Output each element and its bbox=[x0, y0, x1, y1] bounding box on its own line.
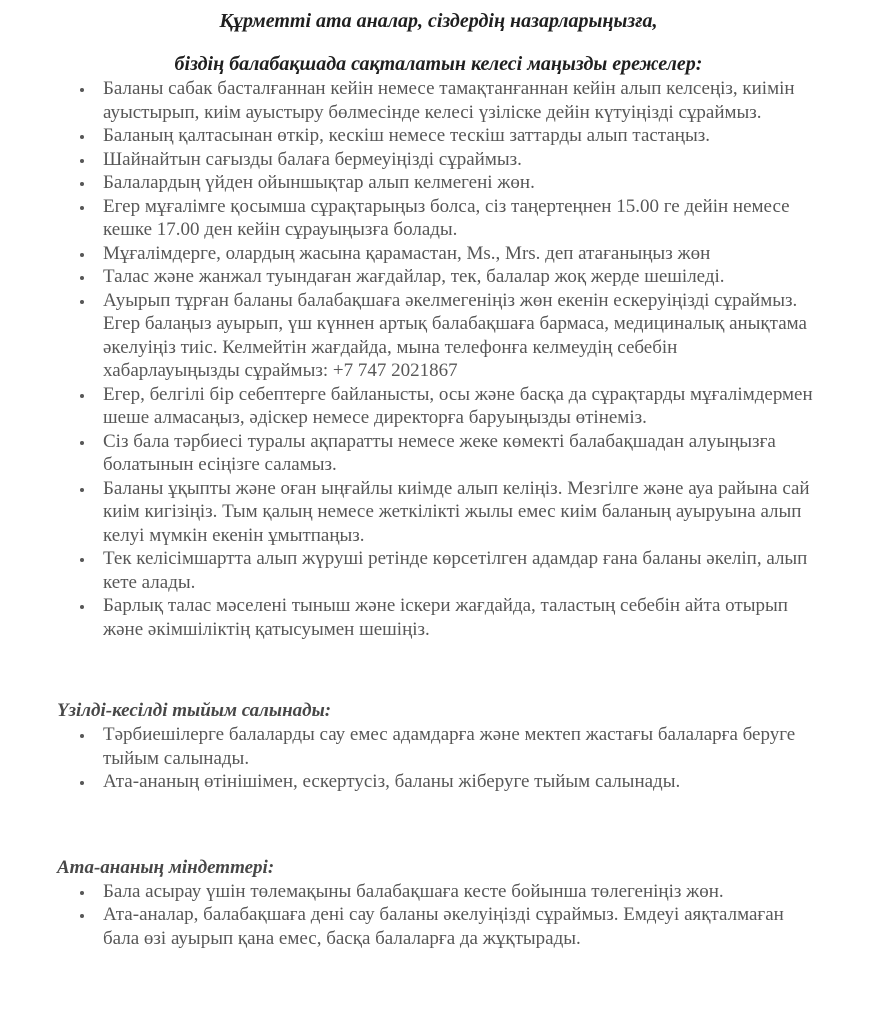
list-item: • Барлық талас мәселені тыныш және іскери жағдайда, таластың себебін айта отырып және әкімшіліктің қатысуымен шешіңіз. bbox=[95, 594, 817, 641]
rules-list bbox=[0, 77, 877, 641]
list-item: • Егер мұғалімге қосымша сұрақтарыңыз болса, сіз таңертеңнен 15.00 ге дейін немесе кешке 17.00 ден кейін сұрауыңызға болады. bbox=[95, 195, 817, 242]
list-item: • Шайнайтын сағызды балаға бермеуіңізді сұраймыз. bbox=[95, 148, 817, 172]
prohibited-list bbox=[0, 723, 877, 794]
list-item: • Сіз бала тәрбиесі туралы ақпаратты немесе жеке көмекті балабақшадан алуыңызға болатынын есіңізге саламыз. bbox=[95, 430, 817, 477]
list-item: • Баланың қалтасынан өткір, кескіш немесе тескіш заттарды алып тастаңыз. bbox=[95, 124, 817, 148]
list-item: • Егер, белгілі бір себептерге байланысты, осы және басқа да сұрақтарды мұғалімдермен шеше алмасаңыз, әдіскер немесе директорға баруыңызды өтінеміз. bbox=[95, 383, 817, 430]
list-item: • Баланы ұқыпты және оған ыңғайлы киімде алып келіңіз. Мезгілге және ауа райына сай киім кигізіңіз. Тым қалың немесе жеткілікті жылы емес киім баланың ауыруына алып келуі мүмкін екенін ұмытпаңыз. bbox=[95, 477, 817, 548]
list-item: • Мұғалімдерге, олардың жасына қарамастан, Ms., Mrs. деп атағаныңыз жөн bbox=[95, 242, 817, 266]
list-item: • Ата-ананың өтінішімен, ескертусіз, баланы жіберуге тыйым салынады. bbox=[95, 770, 817, 794]
document-title-line1: Құрметті ата аналар, сіздердің назарларыңызға, bbox=[219, 10, 658, 32]
list-item: • Тек келісімшартта алып жүруші ретінде көрсетілген адамдар ғана баланы әкеліп, алып кете алады. bbox=[95, 547, 817, 594]
list-item: • Ата-аналар, балабақшаға дені сау баланы әкелуіңізді сұраймыз. Емдеуі аяқталмаған бала өзі ауырып қана емес, басқа балаларға да жұқтырады. bbox=[95, 903, 817, 950]
list-item: • Баланы сабак басталғаннан кейін немесе тамақтанғаннан кейін алып келсеңіз, киімін ауыстырып, киім ауыстыру бөлмесінде келесі үзіліске дейін күтуіңізді сұраймыз. bbox=[95, 77, 817, 124]
list-item: • Ауырып тұрған баланы балабақшаға әкелмегеніңіз жөн екенін ескеруіңізді сұраймыз. Егер балаңыз ауырып, үш күннен артық балабақшаға бармаса, медициналық анықтама әкелуіңіз тиіс. Келмейтін жағдайда, мына телефонға келмеудің себебін хабарлауыңызды сұраймыз: +7 747 2021867 bbox=[95, 289, 817, 383]
document-title-line2: біздің балабақшада сақталатын келесі маңызды ережелер: bbox=[174, 53, 703, 75]
list-item: • Талас және жанжал туындаған жағдайлар, тек, балалар жоқ жерде шешіледі. bbox=[95, 265, 817, 289]
list-item: • Балалардың үйден ойыншықтар алып келмегені жөн. bbox=[95, 171, 817, 195]
list-item: • Тәрбиешілерге балаларды сау емес адамдарға және мектеп жастағы балаларға беруге тыйым салынады. bbox=[95, 723, 817, 770]
section-heading-prohibited: Үзілді-кесілді тыйым салынады: bbox=[57, 700, 332, 721]
section-heading-duties: Ата-ананың міндеттері: bbox=[57, 856, 275, 878]
duties-list bbox=[0, 880, 877, 951]
list-item: • Бала асырау үшін төлемақыны балабақшаға кесте бойынша төлегеніңіз жөн. bbox=[95, 880, 817, 904]
